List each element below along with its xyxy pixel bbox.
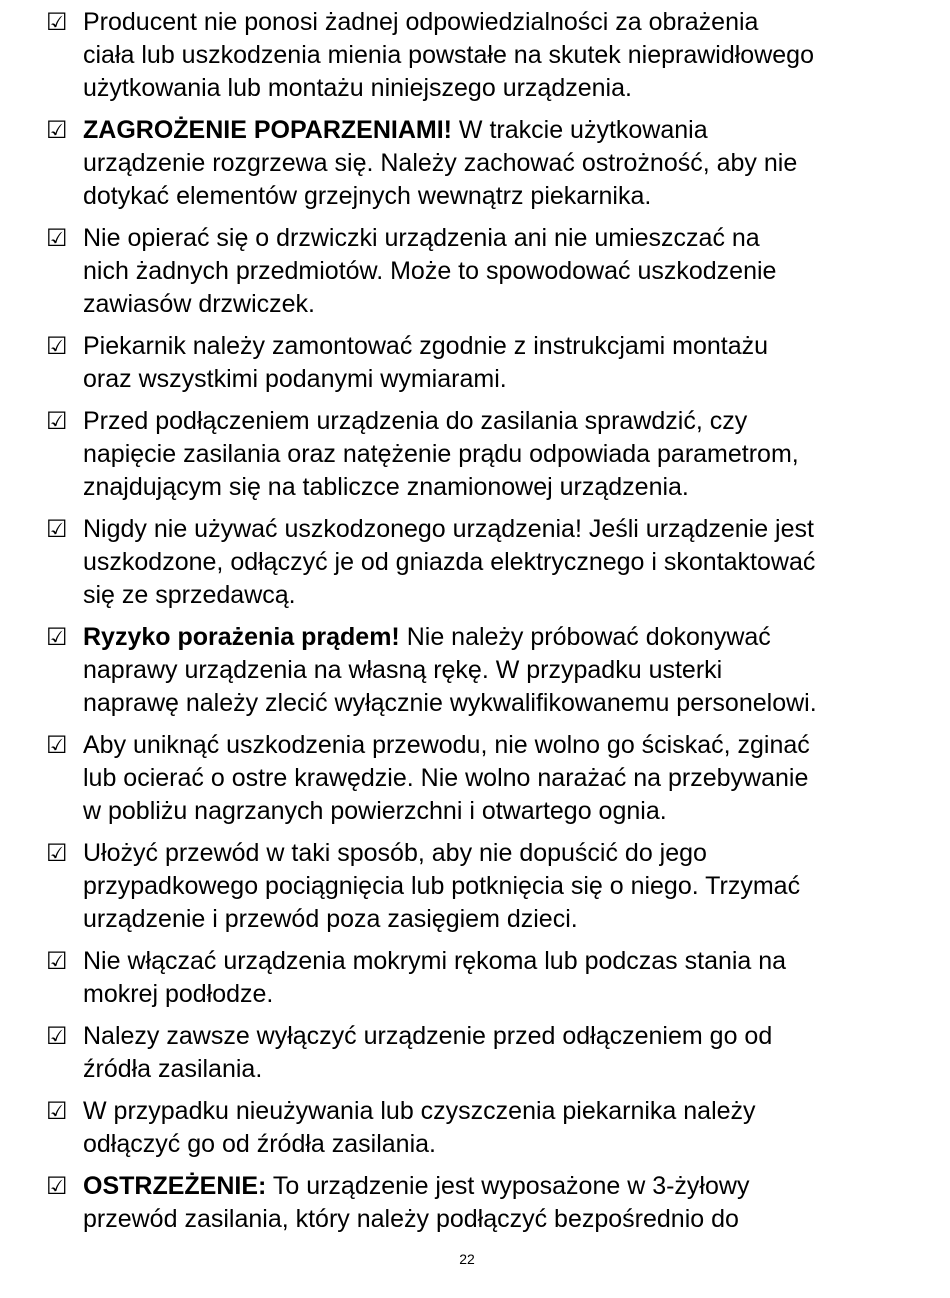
checkbox-checked-icon: ☑ [46, 623, 68, 651]
safety-instruction-item [46, 1170, 906, 1236]
instruction-line-text: Nie opierać się o drzwiczki urządzenia ani nie umieszczać na [83, 224, 760, 252]
checkbox-checked-icon: ☑ [46, 515, 68, 543]
instruction-text [83, 1095, 906, 1161]
instruction-line-text: urządzenie i przewód poza zasięgiem dzieci. [83, 905, 578, 933]
instruction-line-text: w pobliżu nagrzanych powierzchni i otwartego ognia. [83, 797, 667, 825]
safety-instruction-item [46, 513, 906, 612]
instruction-text [83, 330, 906, 396]
instruction-text [83, 405, 906, 504]
instruction-line [83, 471, 906, 504]
instruction-text [83, 513, 906, 612]
instruction-line [83, 513, 906, 546]
instruction-line [83, 6, 906, 39]
warning-heading: OSTRZEŻENIE: [83, 1172, 267, 1200]
instruction-line [83, 222, 906, 255]
safety-instruction-item [46, 114, 906, 213]
checkbox-checked-icon: ☑ [46, 8, 68, 36]
instruction-line [83, 1128, 906, 1161]
instruction-text [83, 114, 906, 213]
checkbox-checked-icon: ☑ [46, 116, 68, 144]
instruction-line-text: zawiasów drzwiczek. [83, 290, 316, 318]
safety-instruction-item [46, 6, 906, 105]
instruction-line [83, 1170, 906, 1203]
instruction-line [83, 39, 906, 72]
instruction-line-text: Przed podłączeniem urządzenia do zasilania sprawdzić, czy [83, 407, 748, 435]
checkbox-checked-icon: ☑ [46, 224, 68, 252]
instruction-line [83, 405, 906, 438]
instruction-line-text: znajdującym się na tabliczce znamionowej urządzenia. [83, 473, 689, 501]
instruction-line [83, 114, 906, 147]
instruction-line-text: Aby uniknąć uszkodzenia przewodu, nie wolno go ściskać, zginać [83, 731, 810, 759]
instruction-line-text: mokrej podłodze. [83, 980, 274, 1008]
instruction-line-text: ciała lub uszkodzenia mienia powstałe na skutek nieprawidłowego [83, 41, 814, 69]
instruction-line [83, 1095, 906, 1128]
safety-instructions-list [46, 6, 906, 1245]
instruction-text [83, 6, 906, 105]
instruction-line [83, 72, 906, 105]
instruction-line-text: To urządzenie jest wyposażone w 3-żyłowy [266, 1172, 750, 1200]
instruction-line-text: Nie należy próbować dokonywać [399, 623, 771, 651]
instruction-line-text: naprawy urządzenia na własną rękę. W przypadku usterki [83, 656, 723, 684]
instruction-line-text: W trakcie użytkowania [451, 116, 708, 144]
instruction-text [83, 729, 906, 828]
instruction-line [83, 795, 906, 828]
safety-instruction-item [46, 330, 906, 396]
instruction-line-text: oraz wszystkimi podanymi wymiarami. [83, 365, 507, 393]
checkbox-checked-icon: ☑ [46, 947, 68, 975]
instruction-line-text: lub ocierać o ostre krawędzie. Nie wolno narażać na przebywanie [83, 764, 809, 792]
instruction-line [83, 288, 906, 321]
checkbox-checked-icon: ☑ [46, 839, 68, 867]
checkbox-checked-icon: ☑ [46, 1172, 68, 1200]
checkbox-checked-icon: ☑ [46, 407, 68, 435]
instruction-line [83, 945, 906, 978]
instruction-line [83, 621, 906, 654]
instruction-line [83, 654, 906, 687]
safety-instruction-item [46, 837, 906, 936]
instruction-line-text: Nalezy zawsze wyłączyć urządzenie przed odłączeniem go od [83, 1022, 773, 1050]
safety-instruction-item [46, 1095, 906, 1161]
instruction-text [83, 945, 906, 1011]
safety-instruction-item [46, 945, 906, 1011]
safety-instruction-item [46, 1020, 906, 1086]
instruction-line-text: przewód zasilania, który należy podłączyć bezpośrednio do [83, 1205, 739, 1233]
instruction-line-text: urządzenie rozgrzewa się. Należy zachować ostrożność, aby nie [83, 149, 798, 177]
instruction-text [83, 1020, 906, 1086]
instruction-line-text: użytkowania lub montażu niniejszego urządzenia. [83, 74, 632, 102]
instruction-line [83, 1020, 906, 1053]
instruction-line [83, 1203, 906, 1236]
instruction-line [83, 837, 906, 870]
instruction-line [83, 180, 906, 213]
checkbox-checked-icon: ☑ [46, 1097, 68, 1125]
instruction-line-text: Nie włączać urządzenia mokrymi rękoma lub podczas stania na [83, 947, 787, 975]
instruction-line-text: nich żadnych przedmiotów. Może to spowodować uszkodzenie [83, 257, 777, 285]
instruction-line-text: W przypadku nieużywania lub czyszczenia piekarnika należy [83, 1097, 756, 1125]
checkbox-checked-icon: ☑ [46, 731, 68, 759]
warning-heading: ZAGROŻENIE POPARZENIAMI! [83, 116, 452, 144]
instruction-line [83, 729, 906, 762]
checkbox-checked-icon: ☑ [46, 1022, 68, 1050]
instruction-text [83, 222, 906, 321]
instruction-line-text: Producent nie ponosi żadnej odpowiedzialności za obrażenia [83, 8, 759, 36]
instruction-line [83, 546, 906, 579]
instruction-line [83, 438, 906, 471]
instruction-line-text: naprawę należy zlecić wyłącznie wykwalifikowanemu personelowi. [83, 689, 817, 717]
instruction-line-text: Ułożyć przewód w taki sposób, aby nie dopuścić do jego [83, 839, 707, 867]
instruction-line-text: napięcie zasilania oraz natężenie prądu odpowiada parametrom, [83, 440, 799, 468]
safety-instruction-item [46, 405, 906, 504]
instruction-line-text: Nigdy nie używać uszkodzonego urządzenia! Jeśli urządzenie jest [83, 515, 814, 543]
instruction-line-text: odłączyć go od źródła zasilania. [83, 1130, 436, 1158]
instruction-line-text: dotykać elementów grzejnych wewnątrz piekarnika. [83, 182, 652, 210]
instruction-line [83, 762, 906, 795]
instruction-line-text: przypadkowego pociągnięcia lub potknięcia się o niego. Trzymać [83, 872, 801, 900]
instruction-line [83, 147, 906, 180]
instruction-line-text: uszkodzone, odłączyć je od gniazda elektrycznego i skontaktować [83, 548, 816, 576]
safety-instruction-item [46, 222, 906, 321]
instruction-line [83, 363, 906, 396]
instruction-line [83, 903, 906, 936]
instruction-text [83, 1170, 906, 1236]
instruction-line [83, 255, 906, 288]
checkbox-checked-icon: ☑ [46, 332, 68, 360]
instruction-line [83, 978, 906, 1011]
page-number: 22 [459, 1251, 475, 1267]
instruction-line [83, 1053, 906, 1086]
instruction-line-text: Piekarnik należy zamontować zgodnie z instrukcjami montażu [83, 332, 769, 360]
warning-heading: Ryzyko porażenia prądem! [83, 623, 400, 651]
safety-instruction-item [46, 621, 906, 720]
instruction-text [83, 837, 906, 936]
instruction-line [83, 579, 906, 612]
instruction-line-text: źródła zasilania. [83, 1055, 263, 1083]
instruction-text [83, 621, 906, 720]
instruction-line [83, 330, 906, 363]
safety-instruction-item [46, 729, 906, 828]
instruction-line [83, 687, 906, 720]
instruction-line [83, 870, 906, 903]
instruction-line-text: się ze sprzedawcą. [83, 581, 296, 609]
